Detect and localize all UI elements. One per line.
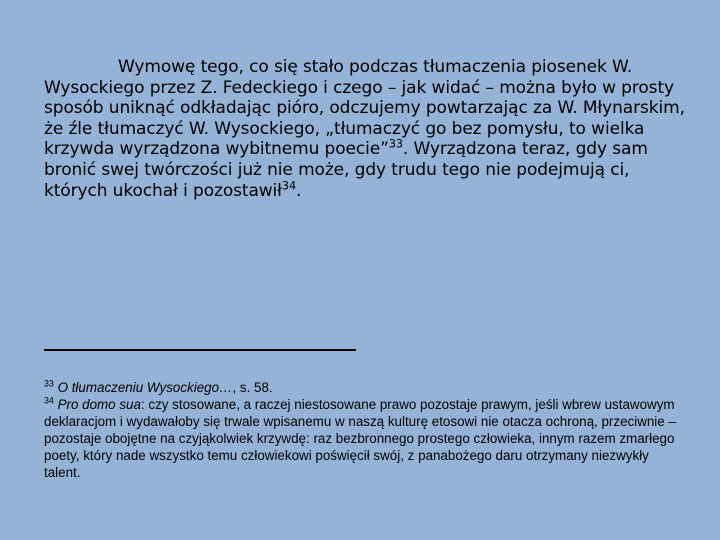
paragraph-end: . [296, 180, 302, 201]
footnote-ref-33: 33 [388, 137, 403, 151]
footnote-title: O tłumaczeniu Wysockiego… [57, 380, 233, 395]
footnote-separator [44, 349, 356, 351]
main-paragraph [44, 57, 692, 201]
footnote-number: 33 [44, 378, 54, 389]
footnote-33 [44, 379, 686, 396]
footnote-title: Pro domo sua [57, 397, 141, 412]
footnote-text: , s. 58. [232, 380, 273, 395]
footnote-text: : czy stosowane, a raczej niestosowane prawo pozostaje prawym, jeśli wbrew ustawowym deklaracjom i wydawałoby się trwale wpisanemu w naszą kulturę etosowi nie otacza ochroną, przeciwnie – pozostaje obojętne na czyjąkolwiek krzywdę: raz bezbronnego prostego człowieka, innym razem zmarłego poety, który nade wszystko temu człowiekowi poświęcił swój, z panabożego daru otrzymany niezwykły talent. [44, 397, 676, 480]
paragraph-text: Wymowę tego, co się stało podczas tłumaczenia piosenek W. Wysockiego przez Z. Fedeckiego i czego – jak widać – można było w prosty sposób uniknąć odkładając pióro, odczujemy powtarzając za W. Młynarskim, że źle tłumaczyć W. Wysockiego, „tłumaczyć go bez pomysłu, to wielka krzywda wyrządzona wybitnemu poecie” [44, 57, 685, 160]
footnote-number: 34 [44, 395, 54, 406]
paragraph-text-continued: . Wyrządzona teraz, gdy sam bronić swej twórczości już nie może, gdy trudu tego nie podejmują ci, których ukochał i pozostawił [44, 139, 648, 201]
footnote-34 [44, 396, 686, 481]
footnote-ref-34: 34 [281, 178, 296, 192]
footnotes [44, 379, 686, 481]
